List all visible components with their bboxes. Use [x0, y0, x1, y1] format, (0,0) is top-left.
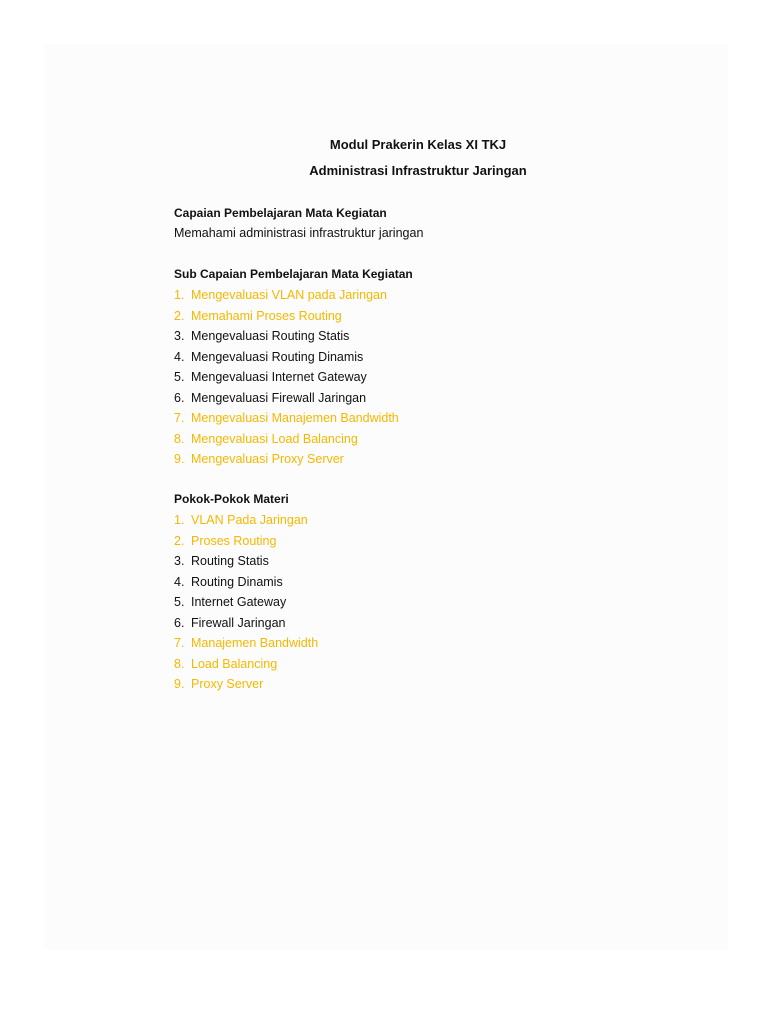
list-item-label: Manajemen Bandwidth: [191, 636, 319, 650]
pokok-materi-list: [174, 513, 318, 698]
list-item-label: VLAN Pada Jaringan: [191, 513, 308, 527]
list-item-label: Load Balancing: [191, 656, 278, 671]
list-item-number: 1.: [174, 513, 185, 527]
list-item: [174, 452, 399, 473]
list-item: [174, 288, 399, 309]
list-item: [174, 534, 318, 555]
list-item: [174, 350, 399, 371]
list-item-label: Mengevaluasi Manajemen Bandwidth: [191, 411, 399, 425]
list-item: [174, 677, 318, 698]
list-item-number: 3.: [174, 554, 185, 568]
sub-capaian-list: [174, 288, 399, 473]
list-item: [174, 595, 318, 616]
list-item-label: Internet Gateway: [191, 595, 287, 609]
list-item-label: Mengevaluasi Load Balancing: [191, 431, 358, 446]
list-item: [174, 575, 318, 596]
capaian-heading: Capaian Pembelajaran Mata Kegiatan: [174, 206, 387, 220]
list-item: [174, 554, 318, 575]
list-item-label: Mengevaluasi Routing Dinamis: [191, 349, 364, 364]
list-item-number: 2.: [174, 533, 185, 548]
list-item: [174, 309, 399, 330]
list-item: [174, 370, 399, 391]
list-item-label: Mengevaluasi Firewall Jaringan: [191, 390, 367, 405]
list-item-label: Routing Dinamis: [191, 574, 283, 589]
list-item: [174, 636, 318, 657]
list-item: [174, 391, 399, 412]
list-item-number: 6.: [174, 615, 185, 630]
list-item: [174, 616, 318, 637]
list-item-label: Proxy Server: [191, 677, 264, 691]
capaian-text: Memahami administrasi infrastruktur jaringan: [174, 226, 424, 240]
list-item-label: Proses Routing: [191, 533, 277, 548]
list-item: [174, 432, 399, 453]
list-item: [174, 329, 399, 350]
list-item-label: Mengevaluasi Internet Gateway: [191, 370, 367, 384]
list-item-number: 2.: [174, 308, 185, 323]
list-item-number: 5.: [174, 370, 185, 384]
list-item-number: 5.: [174, 595, 185, 609]
list-item: [174, 657, 318, 678]
list-item: [174, 513, 318, 534]
list-item-number: 6.: [174, 390, 185, 405]
list-item-number: 3.: [174, 329, 185, 343]
sub-capaian-heading: Sub Capaian Pembelajaran Mata Kegiatan: [174, 267, 413, 281]
list-item-number: 9.: [174, 452, 185, 466]
list-item-number: 8.: [174, 656, 185, 671]
list-item-number: 4.: [174, 574, 185, 589]
pokok-materi-heading: Pokok-Pokok Materi: [174, 492, 289, 506]
document-title: Modul Prakerin Kelas XI TKJ: [329, 137, 507, 152]
list-item-label: Memahami Proses Routing: [191, 308, 342, 323]
list-item: [174, 411, 399, 432]
list-item-number: 4.: [174, 349, 185, 364]
list-item-number: 9.: [174, 677, 185, 691]
list-item-number: 1.: [174, 288, 185, 302]
list-item-number: 8.: [174, 431, 185, 446]
list-item-label: Mengevaluasi VLAN pada Jaringan: [191, 288, 387, 302]
list-item-label: Mengevaluasi Routing Statis: [191, 329, 350, 343]
list-item-label: Firewall Jaringan: [191, 615, 286, 630]
list-item-label: Routing Statis: [191, 554, 269, 568]
document-subtitle: Administrasi Infrastruktur Jaringan: [309, 163, 527, 178]
list-item-label: Mengevaluasi Proxy Server: [191, 452, 344, 466]
list-item-number: 7.: [174, 411, 185, 425]
document-page: [44, 44, 728, 950]
list-item-number: 7.: [174, 636, 185, 650]
